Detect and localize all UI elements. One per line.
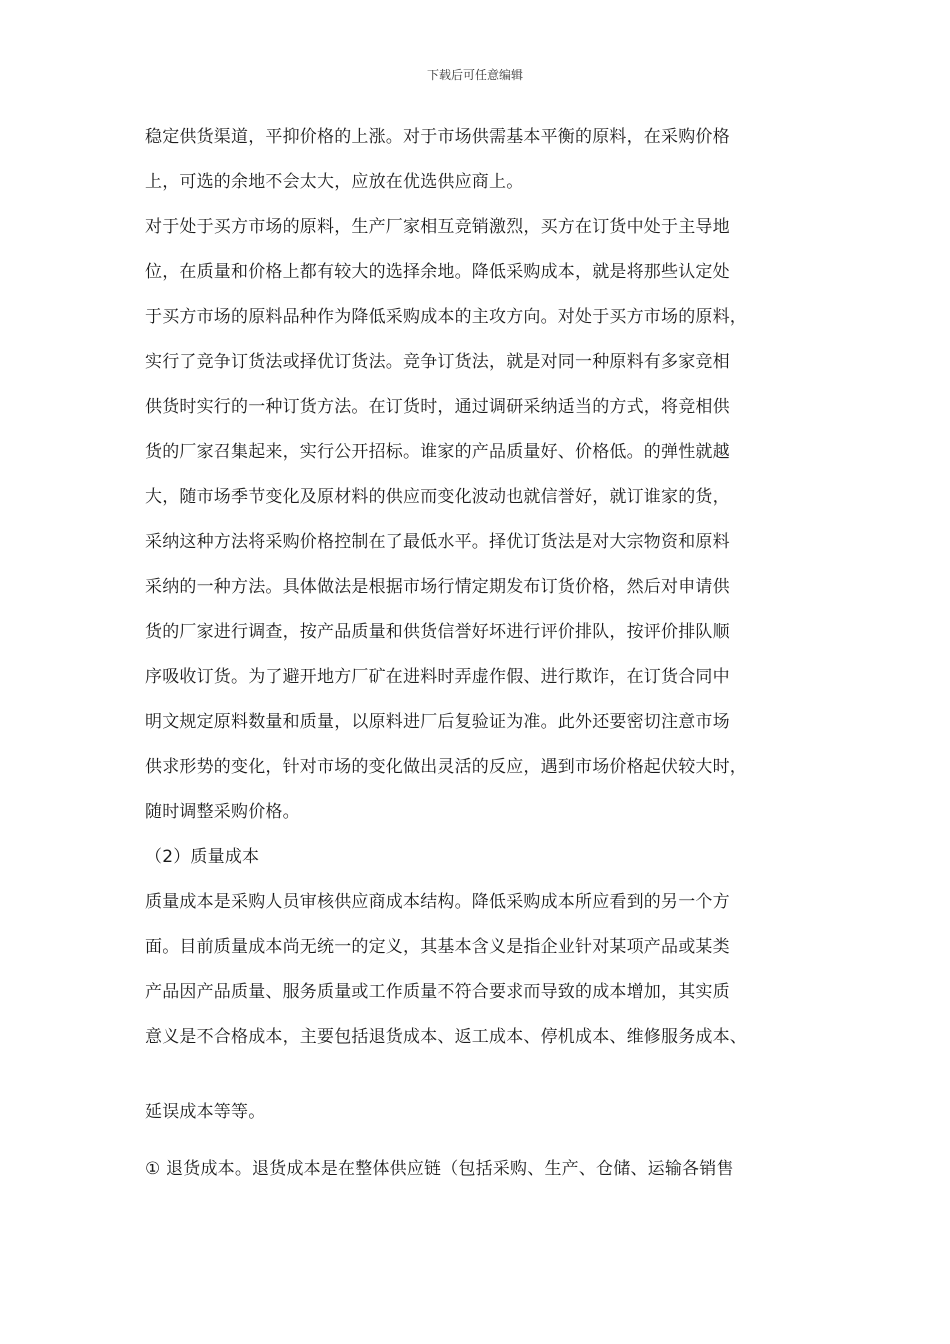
text-line: 上，可选的余地不会太大，应放在优选供应商上。 xyxy=(145,172,524,192)
text-line: 采纳这种方法将采购价格控制在了最低水平。择优订货法是对大宗物资和原料 xyxy=(145,532,730,552)
text-line: 位，在质量和价格上都有较大的选择余地。降低采购成本，就是将那些认定处 xyxy=(145,262,730,282)
text-line: 货的厂家召集起来，实行公开招标。谁家的产品质量好、价格低。的弹性就越 xyxy=(145,442,730,462)
text-line: 供货时实行的一种订货方法。在订货时，通过调研采纳适当的方式，将竞相供 xyxy=(145,397,730,417)
text-line: 明文规定原料数量和质量，以原料进厂后复验证为准。此外还要密切注意市场 xyxy=(145,712,730,732)
text-line: 对于处于买方市场的原料，生产厂家相互竞销激烈，买方在订货中处于主导地 xyxy=(145,217,730,237)
text-line: 面。目前质量成本尚无统一的定义，其基本含义是指企业针对某项产品或某类 xyxy=(145,937,730,957)
text-line: 延误成本等等。 xyxy=(145,1102,266,1122)
text-line: 产品因产品质量、服务质量或工作质量不符合要求而导致的成本增加，其实质 xyxy=(145,982,730,1002)
text-line: 序吸收订货。为了避开地方厂矿在进料时弄虚作假、进行欺诈，在订货合同中 xyxy=(145,667,730,687)
text-line: 于买方市场的原料品种作为降低采购成本的主攻方向。对处于买方市场的原料， xyxy=(145,307,747,327)
page-header: 下载后可任意编辑 xyxy=(426,68,523,82)
text-line: 稳定供货渠道，平抑价格的上涨。对于市场供需基本平衡的原料，在采购价格 xyxy=(145,127,730,147)
text-line: 采纳的一种方法。具体做法是根据市场行情定期发布订货价格，然后对申请供 xyxy=(145,577,730,597)
section-heading: （2）质量成本 xyxy=(145,847,260,867)
text-line: 意义是不合格成本，主要包括退货成本、返工成本、停机成本、维修服务成本、 xyxy=(145,1027,747,1047)
text-line: 质量成本是采购人员审核供应商成本结构。降低采购成本所应看到的另一个方 xyxy=(145,892,730,912)
list-item: ① 退货成本。退货成本是在整体供应链（包括采购、生产、仓储、运输各销售 xyxy=(145,1159,734,1179)
text-line: 实行了竞争订货法或择优订货法。竞争订货法，就是对同一种原料有多家竞相 xyxy=(145,352,730,372)
text-line: 货的厂家进行调查，按产品质量和供货信誉好坏进行评价排队，按评价排队顺 xyxy=(145,622,730,642)
text-line: 大，随市场季节变化及原材料的供应而变化波动也就信誉好，就订谁家的货， xyxy=(145,487,730,507)
text-line: 随时调整采购价格。 xyxy=(145,802,300,822)
text-line: 供求形势的变化，针对市场的变化做出灵活的反应，遇到市场价格起伏较大时， xyxy=(145,757,747,777)
